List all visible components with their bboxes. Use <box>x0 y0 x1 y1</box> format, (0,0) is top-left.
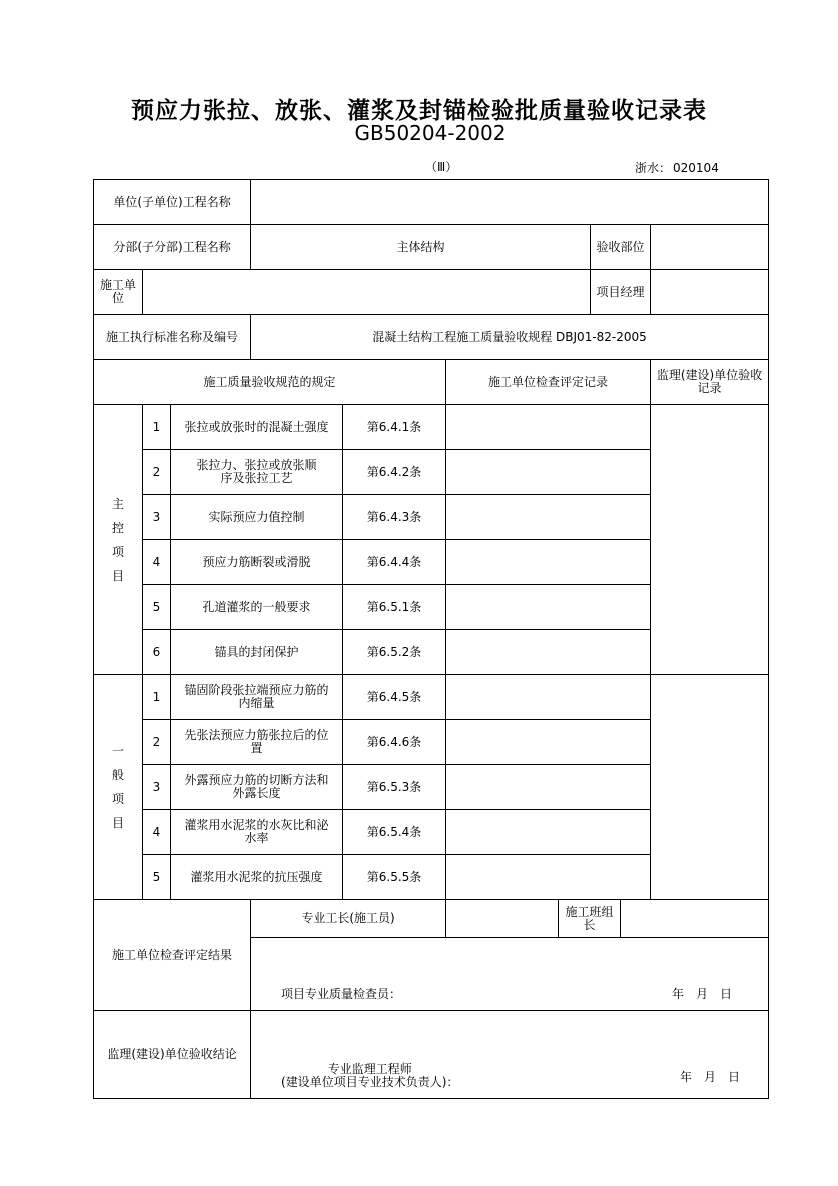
main-items-label <box>94 405 143 675</box>
item-number: 4 <box>143 540 171 585</box>
item-check-record-field[interactable] <box>446 450 651 495</box>
unit-result-field[interactable] <box>251 938 769 1011</box>
item-description: 张拉力、张拉或放张顺序及张拉工艺 <box>171 450 343 495</box>
item-check-record-field[interactable] <box>446 630 651 675</box>
item-check-record-field[interactable] <box>446 675 651 720</box>
item-clause: 第6.5.3条 <box>343 765 446 810</box>
item-description: 张拉或放张时的混凝土强度 <box>171 405 343 450</box>
supervision-engineer-label: 专业监理工程师 <box>327 1062 412 1076</box>
item-description: 灌浆用水泥浆的水灰比和泌水率 <box>171 810 343 855</box>
standard-name-value: 混凝土结构工程施工质量验收规程 DBJ01-82-2005 <box>251 315 769 360</box>
unit-result-label: 施工单位检查评定结果 <box>94 900 251 1011</box>
general-items-char: 一 <box>111 744 124 758</box>
item-check-record-field[interactable] <box>446 810 651 855</box>
item-check-record-field[interactable] <box>446 495 651 540</box>
date-month: 月 <box>704 1070 717 1084</box>
item-description: 预应力筋断裂或滑脱 <box>171 540 343 585</box>
date-year: 年 <box>679 1070 692 1084</box>
supervision-conclusion-field[interactable] <box>251 1011 769 1099</box>
inspection-date <box>660 988 732 1001</box>
acceptance-part-label: 验收部位 <box>591 225 651 270</box>
project-manager-label: 项目经理 <box>591 270 651 315</box>
general-items-supervision-field[interactable] <box>651 675 769 900</box>
general-items-char: 项 <box>111 792 124 806</box>
main-items-char: 项 <box>111 544 124 559</box>
supervision-engineer-block <box>281 1063 458 1089</box>
item-number: 1 <box>143 675 171 720</box>
unit-check-record-header: 施工单位检查评定记录 <box>446 360 651 405</box>
date-year: 年 <box>671 987 684 1001</box>
main-items-supervision-field[interactable] <box>651 405 769 675</box>
item-clause: 第6.5.4条 <box>343 810 446 855</box>
item-description: 实际预应力值控制 <box>171 495 343 540</box>
item-number: 2 <box>143 720 171 765</box>
standard-name-label: 施工执行标准名称及编号 <box>94 315 251 360</box>
form-sub-mark: （Ⅲ） <box>425 160 458 174</box>
item-description: 锚具的封闭保护 <box>171 630 343 675</box>
inspector-label: 项目专业质量检查员： <box>281 987 402 1001</box>
item-clause: 第6.5.5条 <box>343 855 446 900</box>
acceptance-part-field[interactable] <box>651 225 769 270</box>
item-number: 1 <box>143 405 171 450</box>
main-items-char: 目 <box>111 568 124 583</box>
owner-tech-label: (建设单位项目专业技术负责人)： <box>281 1075 459 1089</box>
item-number: 4 <box>143 810 171 855</box>
acceptance-record-table <box>93 179 769 1099</box>
division-project-name-value: 主体结构 <box>251 225 591 270</box>
supervision-conclusion-label: 监理(建设)单位验收结论 <box>94 1011 251 1099</box>
item-check-record-field[interactable] <box>446 585 651 630</box>
item-clause: 第6.5.2条 <box>343 630 446 675</box>
team-leader-field[interactable] <box>621 900 769 938</box>
item-description: 外露预应力筋的切断方法和外露长度 <box>171 765 343 810</box>
standard-code: GB50204-2002 <box>354 121 506 145</box>
item-clause: 第6.4.2条 <box>343 450 446 495</box>
item-clause: 第6.5.1条 <box>343 585 446 630</box>
foreman-field[interactable] <box>446 900 559 938</box>
item-clause: 第6.4.3条 <box>343 495 446 540</box>
serial-label: 浙水： <box>635 161 672 175</box>
item-description: 锚固阶段张拉端预应力筋的内缩量 <box>171 675 343 720</box>
main-item-row <box>94 405 769 450</box>
project-manager-field[interactable] <box>651 270 769 315</box>
main-items-char: 控 <box>111 520 124 535</box>
item-clause: 第6.4.4条 <box>343 540 446 585</box>
item-description: 先张法预应力筋张拉后的位置 <box>171 720 343 765</box>
item-clause: 第6.4.1条 <box>343 405 446 450</box>
unit-project-name-label: 单位(子单位)工程名称 <box>94 180 251 225</box>
item-description: 孔道灌浆的一般要求 <box>171 585 343 630</box>
construction-unit-label: 施工单位 <box>94 270 143 315</box>
main-items-char: 主 <box>111 496 124 511</box>
form-title: 预应力张拉、放张、灌浆及封锚检验批质量验收记录表 <box>131 98 707 124</box>
item-check-record-field[interactable] <box>446 765 651 810</box>
serial-value: 020104 <box>673 161 719 175</box>
serial-number <box>633 159 719 176</box>
item-number: 2 <box>143 450 171 495</box>
item-clause: 第6.4.6条 <box>343 720 446 765</box>
supervision-record-header: 监理(建设)单位验收记录 <box>651 360 769 405</box>
unit-project-name-field[interactable] <box>251 180 769 225</box>
item-description: 灌浆用水泥浆的抗压强度 <box>171 855 343 900</box>
item-check-record-field[interactable] <box>446 855 651 900</box>
supervision-date <box>668 1071 740 1084</box>
date-month: 月 <box>696 987 709 1001</box>
item-number: 5 <box>143 585 171 630</box>
item-check-record-field[interactable] <box>446 405 651 450</box>
general-items-label <box>94 675 143 900</box>
team-leader-label: 施工班组长 <box>559 900 621 938</box>
foreman-label: 专业工长(施工员) <box>251 900 446 938</box>
general-items-char: 般 <box>111 768 124 782</box>
item-clause: 第6.4.5条 <box>343 675 446 720</box>
date-day: 日 <box>728 1070 741 1084</box>
division-project-name-label: 分部(子分部)工程名称 <box>94 225 251 270</box>
item-number: 3 <box>143 765 171 810</box>
general-items-char: 目 <box>111 816 124 830</box>
item-number: 3 <box>143 495 171 540</box>
item-number: 5 <box>143 855 171 900</box>
item-check-record-field[interactable] <box>446 540 651 585</box>
item-number: 6 <box>143 630 171 675</box>
spec-provisions-header: 施工质量验收规范的规定 <box>94 360 446 405</box>
item-check-record-field[interactable] <box>446 720 651 765</box>
general-item-row <box>94 675 769 720</box>
construction-unit-field[interactable] <box>143 270 591 315</box>
date-day: 日 <box>720 987 733 1001</box>
